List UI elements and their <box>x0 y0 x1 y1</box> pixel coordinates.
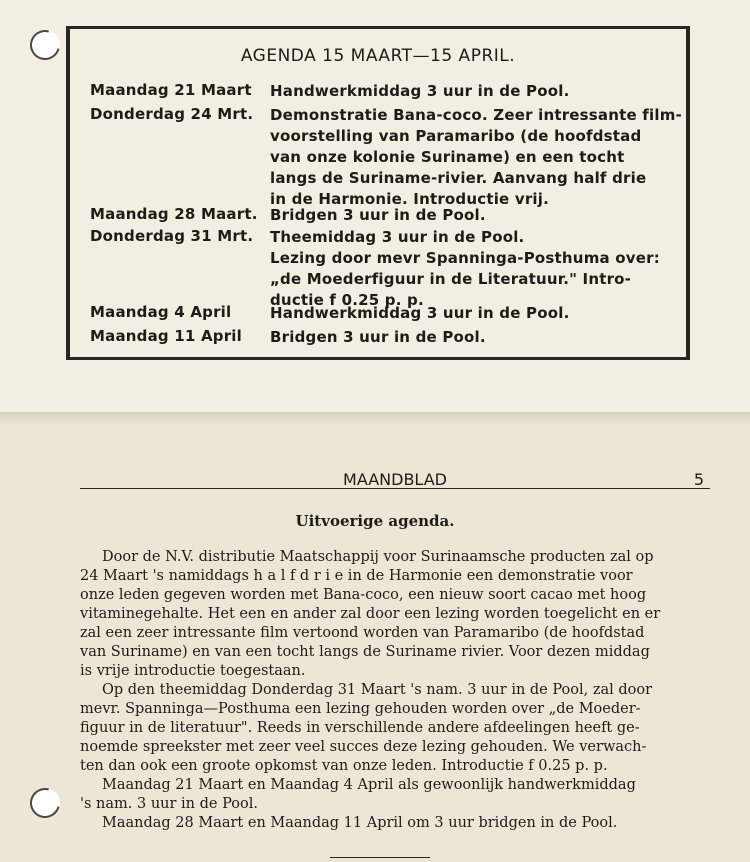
body-line: ten dan ook een groote opkomst van onze leden. Introductie f 0.25 p. p. <box>80 758 608 774</box>
body-line: Maandag 21 Maart en Maandag 4 April als gewoonlijk handwerkmiddag <box>102 777 636 793</box>
body-line: noemde spreekster met zeer veel succes deze lezing gehouden. We verwach- <box>80 739 647 755</box>
section-heading: Uitvoerige agenda. <box>295 512 455 530</box>
body-line: Maandag 28 Maart en Maandag 11 April om 3 uur bridgen in de Pool. <box>102 815 618 831</box>
page-number: 5 <box>693 470 704 489</box>
agenda-line: Handwerkmiddag 3 uur in de Pool. <box>270 82 570 100</box>
agenda-date: Maandag 28 Maart. <box>90 205 258 223</box>
agenda-description <box>270 205 666 226</box>
agenda-line: Bridgen 3 uur in de Pool. <box>270 206 486 224</box>
agenda-description <box>270 303 666 324</box>
body-line: van Suriname) en van een tocht langs de Suriname rivier. Voor dezen middag <box>80 644 650 660</box>
header-rule <box>80 488 710 489</box>
publication-title: MAANDBLAD <box>343 470 447 489</box>
agenda-date: Maandag 21 Maart <box>90 81 252 99</box>
agenda-date: Donderdag 24 Mrt. <box>90 105 254 123</box>
agenda-line: in de Harmonie. Introductie vrij. <box>270 190 550 208</box>
agenda-date: Maandag 4 April <box>90 303 232 321</box>
body-line: vitaminegehalte. Het een en ander zal door een lezing worden toegelicht en er <box>80 606 661 622</box>
body-line: 24 Maart 's namiddags h a l f d r i e in de Harmonie een demonstratie voor <box>80 568 633 584</box>
agenda-line: voorstelling van Paramaribo (de hoofdstad <box>270 127 642 145</box>
body-line: 's nam. 3 uur in de Pool. <box>80 796 258 812</box>
agenda-line: Demonstratie Bana-coco. Zeer intressante film- <box>270 106 682 124</box>
body-line: onze leden gegeven worden met Bana-coco, een nieuw soort cacao met hoog <box>80 587 647 603</box>
body-line: mevr. Spanninga—Posthuma een lezing gehouden worden over „de Moeder- <box>80 701 641 717</box>
agenda-line: Handwerkmiddag 3 uur in de Pool. <box>270 304 570 322</box>
agenda-title: AGENDA 15 MAART—15 APRIL. <box>240 46 516 66</box>
agenda-description <box>270 105 682 210</box>
agenda-line: „de Moederfiguur in de Literatuur." Intro- <box>270 270 632 288</box>
agenda-date: Donderdag 31 Mrt. <box>90 227 254 245</box>
agenda-description <box>270 327 666 348</box>
page-header <box>80 470 710 490</box>
agenda-line: Theemiddag 3 uur in de Pool. <box>270 228 525 246</box>
body-text <box>80 548 710 833</box>
agenda-line: Lezing door mevr Spanninga-Posthuma over: <box>270 249 660 267</box>
agenda-line: Bridgen 3 uur in de Pool. <box>270 328 486 346</box>
body-line: Door de N.V. distributie Maatschappij voor Surinaamsche producten zal op <box>102 549 654 565</box>
agenda-line: van onze kolonie Suriname) en een tocht <box>270 148 625 166</box>
body-line: is vrije introductie toegestaan. <box>80 663 306 679</box>
page-gap <box>0 412 750 424</box>
body-line: Op den theemiddag Donderdag 31 Maart 's nam. 3 uur in de Pool, zal door <box>102 682 653 698</box>
bottom-rule <box>330 857 430 858</box>
agenda-date: Maandag 11 April <box>90 327 242 345</box>
agenda-line: ductie f 0.25 p. p. <box>270 291 424 309</box>
body-line: figuur in de literatuur". Reeds in verschillende andere afdeelingen heeft ge- <box>80 720 640 736</box>
agenda-box <box>66 26 690 360</box>
body-line: zal een zeer intressante film vertoond worden van Paramaribo (de hoofdstad <box>80 625 645 641</box>
agenda-description <box>270 81 666 102</box>
agenda-line: langs de Suriname-rivier. Aanvang half drie <box>270 169 647 187</box>
agenda-description <box>270 227 666 311</box>
